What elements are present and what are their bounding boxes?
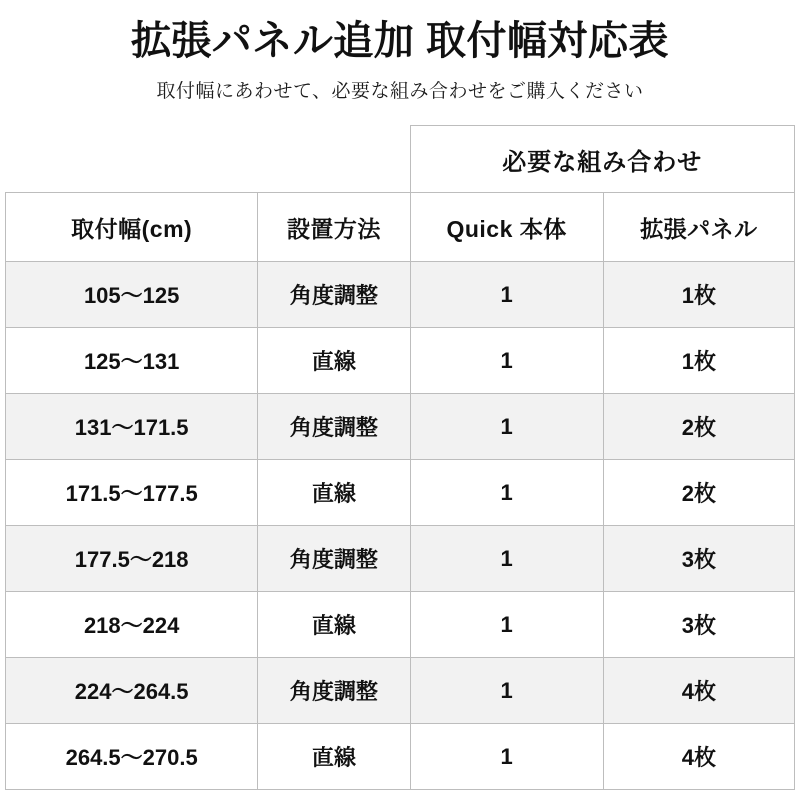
cell-expansion-panel: 1枚	[603, 328, 794, 394]
cell-quick-body: 1	[410, 724, 603, 790]
table-column-header-row	[6, 193, 795, 262]
spec-table-container	[0, 125, 800, 790]
table-group-header-row	[6, 126, 795, 193]
cell-install-width: 105〜125	[6, 262, 258, 328]
cell-quick-body: 1	[410, 262, 603, 328]
column-header-quick-body: Quick 本体	[410, 193, 603, 262]
cell-quick-body: 1	[410, 394, 603, 460]
cell-expansion-panel: 4枚	[603, 658, 794, 724]
table-row	[6, 526, 795, 592]
cell-quick-body: 1	[410, 460, 603, 526]
cell-quick-body: 1	[410, 592, 603, 658]
group-header-spacer	[6, 126, 258, 193]
cell-expansion-panel: 2枚	[603, 394, 794, 460]
cell-expansion-panel: 4枚	[603, 724, 794, 790]
page-subtitle: 取付幅にあわせて、必要な組み合わせをご購入ください	[156, 81, 644, 102]
table-row	[6, 460, 795, 526]
table-head	[6, 126, 795, 262]
column-header-expansion-panel: 拡張パネル	[603, 193, 794, 262]
cell-expansion-panel: 3枚	[603, 592, 794, 658]
table-row	[6, 394, 795, 460]
cell-install-method: 角度調整	[258, 394, 410, 460]
cell-install-method: 直線	[258, 592, 410, 658]
cell-install-method: 角度調整	[258, 658, 410, 724]
table-body	[6, 262, 795, 790]
column-header-install-method: 設置方法	[258, 193, 410, 262]
cell-install-method: 直線	[258, 328, 410, 394]
cell-quick-body: 1	[410, 526, 603, 592]
cell-expansion-panel: 3枚	[603, 526, 794, 592]
cell-install-method: 角度調整	[258, 262, 410, 328]
cell-quick-body: 1	[410, 658, 603, 724]
table-row	[6, 262, 795, 328]
cell-install-method: 直線	[258, 460, 410, 526]
cell-install-width: 224〜264.5	[6, 658, 258, 724]
cell-install-method: 角度調整	[258, 526, 410, 592]
group-header-spacer-2	[258, 126, 410, 193]
cell-install-method: 直線	[258, 724, 410, 790]
group-header-required-combination: 必要な組み合わせ	[410, 126, 795, 193]
cell-quick-body: 1	[410, 328, 603, 394]
cell-expansion-panel: 2枚	[603, 460, 794, 526]
cell-install-width: 171.5〜177.5	[6, 460, 258, 526]
table-row	[6, 724, 795, 790]
column-header-install-width: 取付幅(cm)	[6, 193, 258, 262]
compatibility-table	[5, 125, 795, 790]
cell-expansion-panel: 1枚	[603, 262, 794, 328]
cell-install-width: 177.5〜218	[6, 526, 258, 592]
table-row	[6, 658, 795, 724]
table-row	[6, 328, 795, 394]
cell-install-width: 264.5〜270.5	[6, 724, 258, 790]
cell-install-width: 125〜131	[6, 328, 258, 394]
cell-install-width: 131〜171.5	[6, 394, 258, 460]
page-title: 拡張パネル追加 取付幅対応表	[130, 19, 670, 63]
table-row	[6, 592, 795, 658]
page-header	[0, 0, 800, 103]
cell-install-width: 218〜224	[6, 592, 258, 658]
